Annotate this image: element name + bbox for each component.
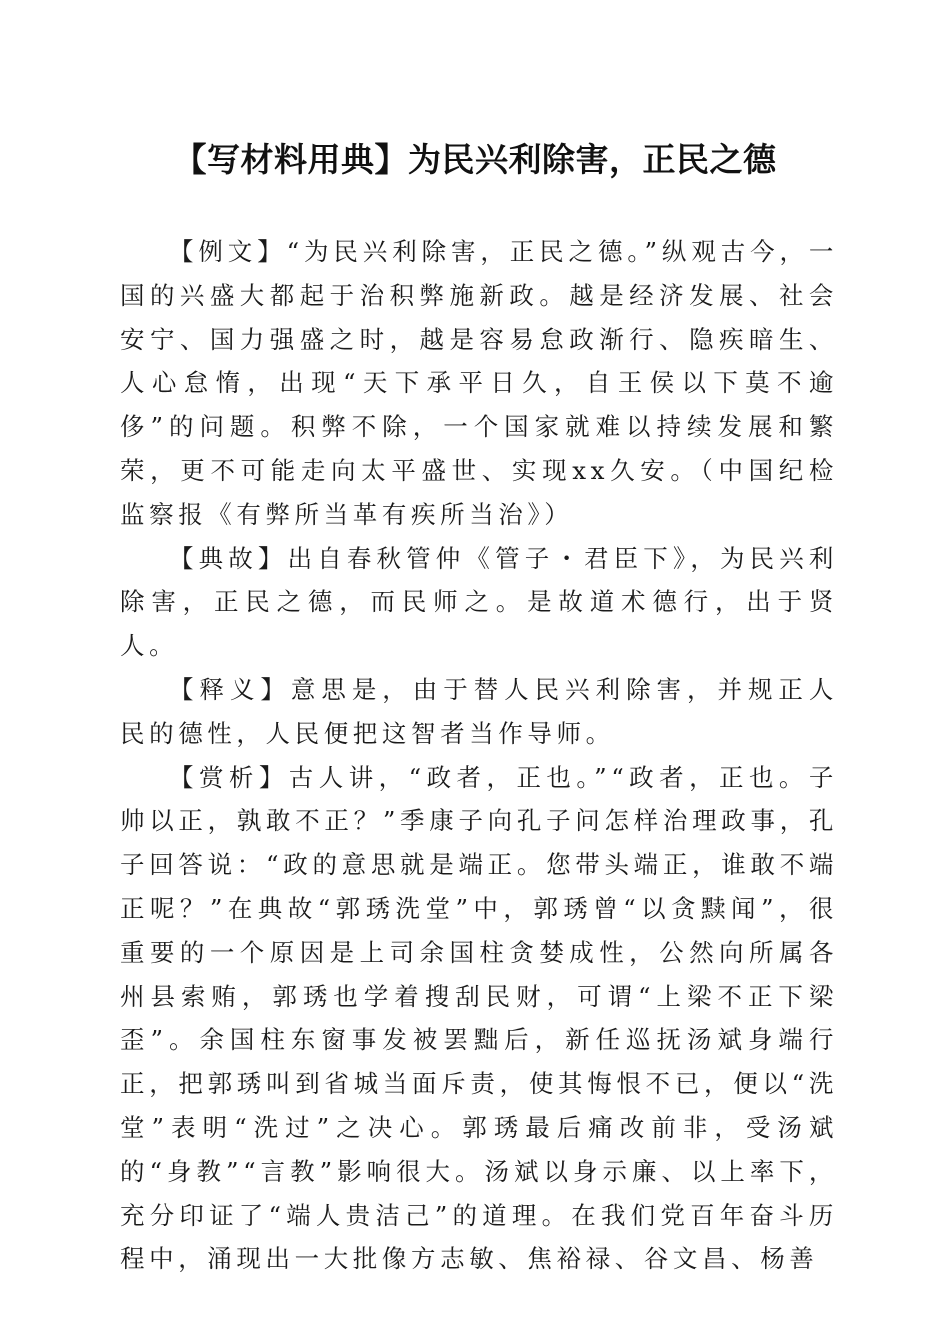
document-body bbox=[120, 230, 838, 1281]
paragraph-meaning: 【释义】意思是，由于替人民兴利除害，并规正人民的德性，人民便把这智者当作导师。 bbox=[120, 674, 838, 748]
document-title: 【写材料用典】为民兴利除害，正民之德 bbox=[173, 140, 777, 179]
paragraph-allusion: 【典故】出自春秋管仲《管子・君臣下》，为民兴利除害，正民之德，而民师之。是故道术德行，出于贤人。 bbox=[120, 543, 838, 661]
paragraph-example: 【例文】“为民兴利除害，正民之德。”纵观古今，一国的兴盛大都起于治积弊施新政。越是经济发展、社会安宁、国力强盛之时，越是容易怠政渐行、隐疾暗生、人心怠惰，出现“天下承平日久，自王侯以下莫不逾侈”的问题。积弊不除，一个国家就难以持续发展和繁荣，更不可能走向太平盛世、实现xx久安。（中国纪检监察报《有弊所当革有疾所当治》） bbox=[120, 237, 838, 529]
paragraph-appreciation: 【赏析】古人讲，“政者，正也。”“政者，正也。子帅以正，孰敢不正？”季康子向孔子问怎样治理政事，孔子回答说：“政的意思就是端正。您带头端正，谁敢不端正呢？”在典故“郭琇洗堂”中，郭琇曾“以贪黩闻”，很重要的一个原因是上司余国柱贪婪成性，公然向所属各州县索贿，郭琇也学着搜刮民财，可谓“上梁不正下梁歪”。余国柱东窗事发被罢黜后，新任巡抚汤斌身端行正，把郭琇叫到省城当面斥责，使其悔恨不已，便以“洗堂”表明“洗过”之决心。郭琇最后痛改前非，受汤斌的“身教”“言教”影响很大。汤斌以身示廉、以上率下，充分印证了“端人贵洁己”的道理。在我们党百年奋斗历程中，涌现出一大批像方志敏、焦裕禄、谷文昌、杨善 bbox=[120, 762, 838, 1274]
